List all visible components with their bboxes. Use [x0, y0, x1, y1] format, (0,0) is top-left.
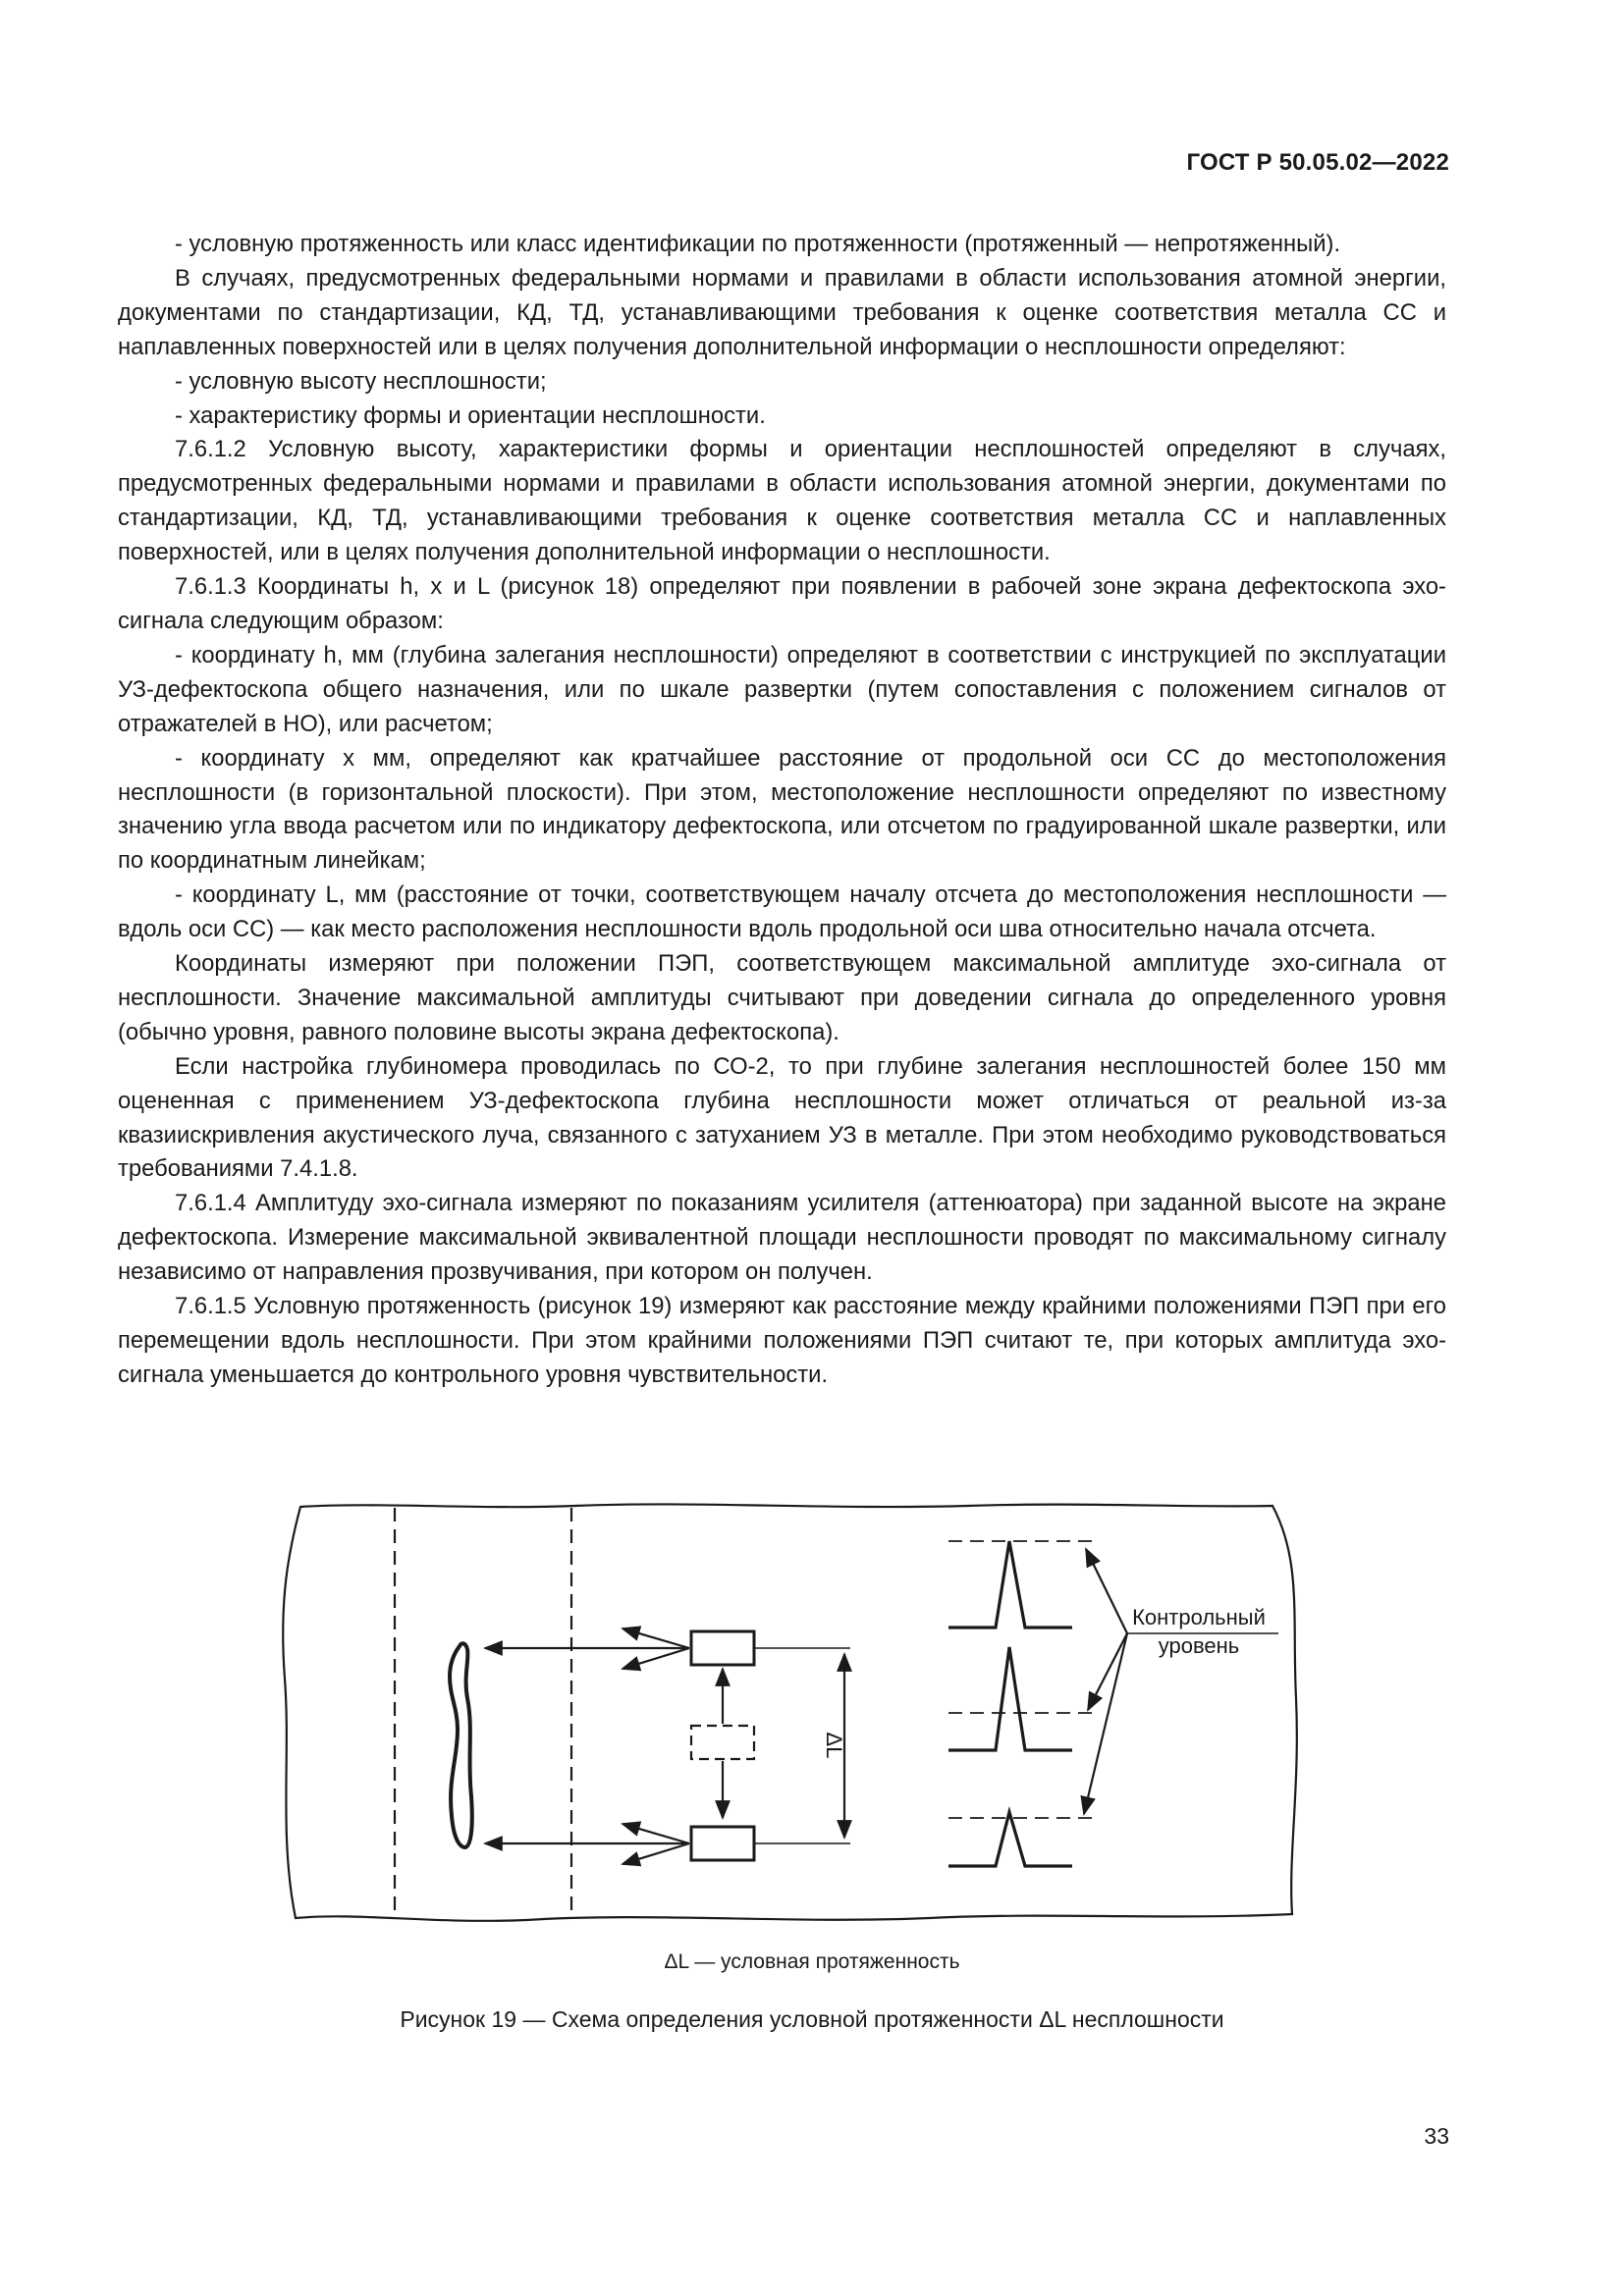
body-text [118, 228, 1446, 1393]
page-number: 33 [1424, 2123, 1449, 2149]
figure-legend: ΔL — условная протяженность [664, 1950, 960, 1973]
paragraph: Если настройка глубиномера проводилась по СО-2, то при глубине залегания несплошностей более 150 мм оцененная с применением УЗ-дефектоскопа глубина несплошности может отличаться от реальной из-за квазиискривления акустического луча, связанного с затуханием УЗ в металле. При этом необходимо руководствоваться требованиями 7.4.1.8. [118, 1052, 1446, 1183]
paragraph: Координаты измеряют при положении ПЭП, соответствующем максимальной амплитуде эхо-сигнала от несплошности. Значение максимальной амплитуды считывают при доведении сигнала до определенного уровня (обычно уровня, равного половине высоты экрана дефектоскопа). [118, 950, 1446, 1045]
paragraph: - координату h, мм (глубина залегания несплошности) определяют в соответствии с инструкцией по эксплуатации УЗ-дефектоскопа общего назначения, или по шкале развертки (путем сопоставления с положением сигналов от отражателей в НО), или расчетом; [118, 641, 1446, 737]
paragraph: 7.6.1.4 Амплитуду эхо-сигнала измеряют по показаниям усилителя (аттенюатора) при заданной высоте на экране дефектоскопа. Измерение максимальной эквивалентной площади несплошности проводят по максимальному сигналу независимо от направления прозвучивания, при котором он получен. [118, 1190, 1446, 1286]
paragraph: 7.6.1.2 Условную высоту, характеристики формы и ориентации несплошностей определяют в случаях, предусмотренных федеральными нормами и правилами в области использования атомной энергии, документами по стандартизации, КД, ТД, устанавливающими требования к оценке соответствия металла СС и наплавленных поверхностей, или в целях получения дополнительной информации о несплошности. [118, 436, 1446, 566]
paragraph: 7.6.1.5 Условную протяженность (рисунок 19) измеряют как расстояние между крайними положениями ПЭП при его перемещении вдоль несплошности. При этом крайними положениями ПЭП считают те, при которых амплитуда эхо-сигнала уменьшается до контрольного уровня чувствительности. [118, 1293, 1446, 1388]
paragraph: - характеристику формы и ориентации несплошности. [175, 401, 766, 429]
defect-shape [450, 1643, 472, 1847]
specimen-outline [283, 1504, 1297, 1920]
control-level-label: Контрольный [1132, 1605, 1266, 1629]
transducer-top [691, 1631, 754, 1665]
delta-l-label: ΔL [822, 1732, 846, 1759]
paragraph: - координату x мм, определяют как кратчайшее расстояние от продольной оси СС до местоположения несплошности (в горизонтальной плоскости). При этом, местоположение несплошности определяют по известному значению угла ввода расчетом или по индикатору дефектоскопа, или отсчетом по градуированной шкале развертки, или по координатным линейкам; [118, 744, 1446, 875]
paragraph: В случаях, предусмотренных федеральными нормами и правилами в области использования атомной энергии, документами по стандартизации, КД, ТД, устанавливающими требования к оценке соответствия металла СС и наплавленных поверхностей или в целях получения дополнительной информации о несплошности определяют: [118, 264, 1446, 360]
control-level-label: уровень [1158, 1633, 1240, 1658]
paragraph: - условную высоту несплошности; [175, 367, 547, 395]
paragraph: - условную протяженность или класс идентификации по протяженности (протяженный — непротяженный). [175, 231, 1341, 257]
echo-signal-bottom [948, 1812, 1096, 1866]
document-code: ГОСТ Р 50.05.02—2022 [1186, 149, 1449, 176]
figure-caption: Рисунок 19 — Схема определения условной протяженности ΔL несплошности [400, 2006, 1224, 2032]
transducer-moving [691, 1726, 754, 1759]
figure-19-diagram [281, 1502, 1302, 1924]
transducer-bottom [691, 1827, 754, 1860]
echo-signal-middle [948, 1647, 1096, 1750]
paragraph: 7.6.1.3 Координаты h, x и L (рисунок 18) определяют при появлении в рабочей зоне экрана дефектоскопа эхо-сигнала следующим образом: [118, 573, 1446, 634]
paragraph: - координату L, мм (расстояние от точки, соответствующем началу отсчета до местоположения несплошности — вдоль оси СС) — как место расположения несплошности вдоль продольной оси шва относительно начала отсчета. [118, 881, 1446, 943]
echo-signal-top [948, 1541, 1096, 1628]
